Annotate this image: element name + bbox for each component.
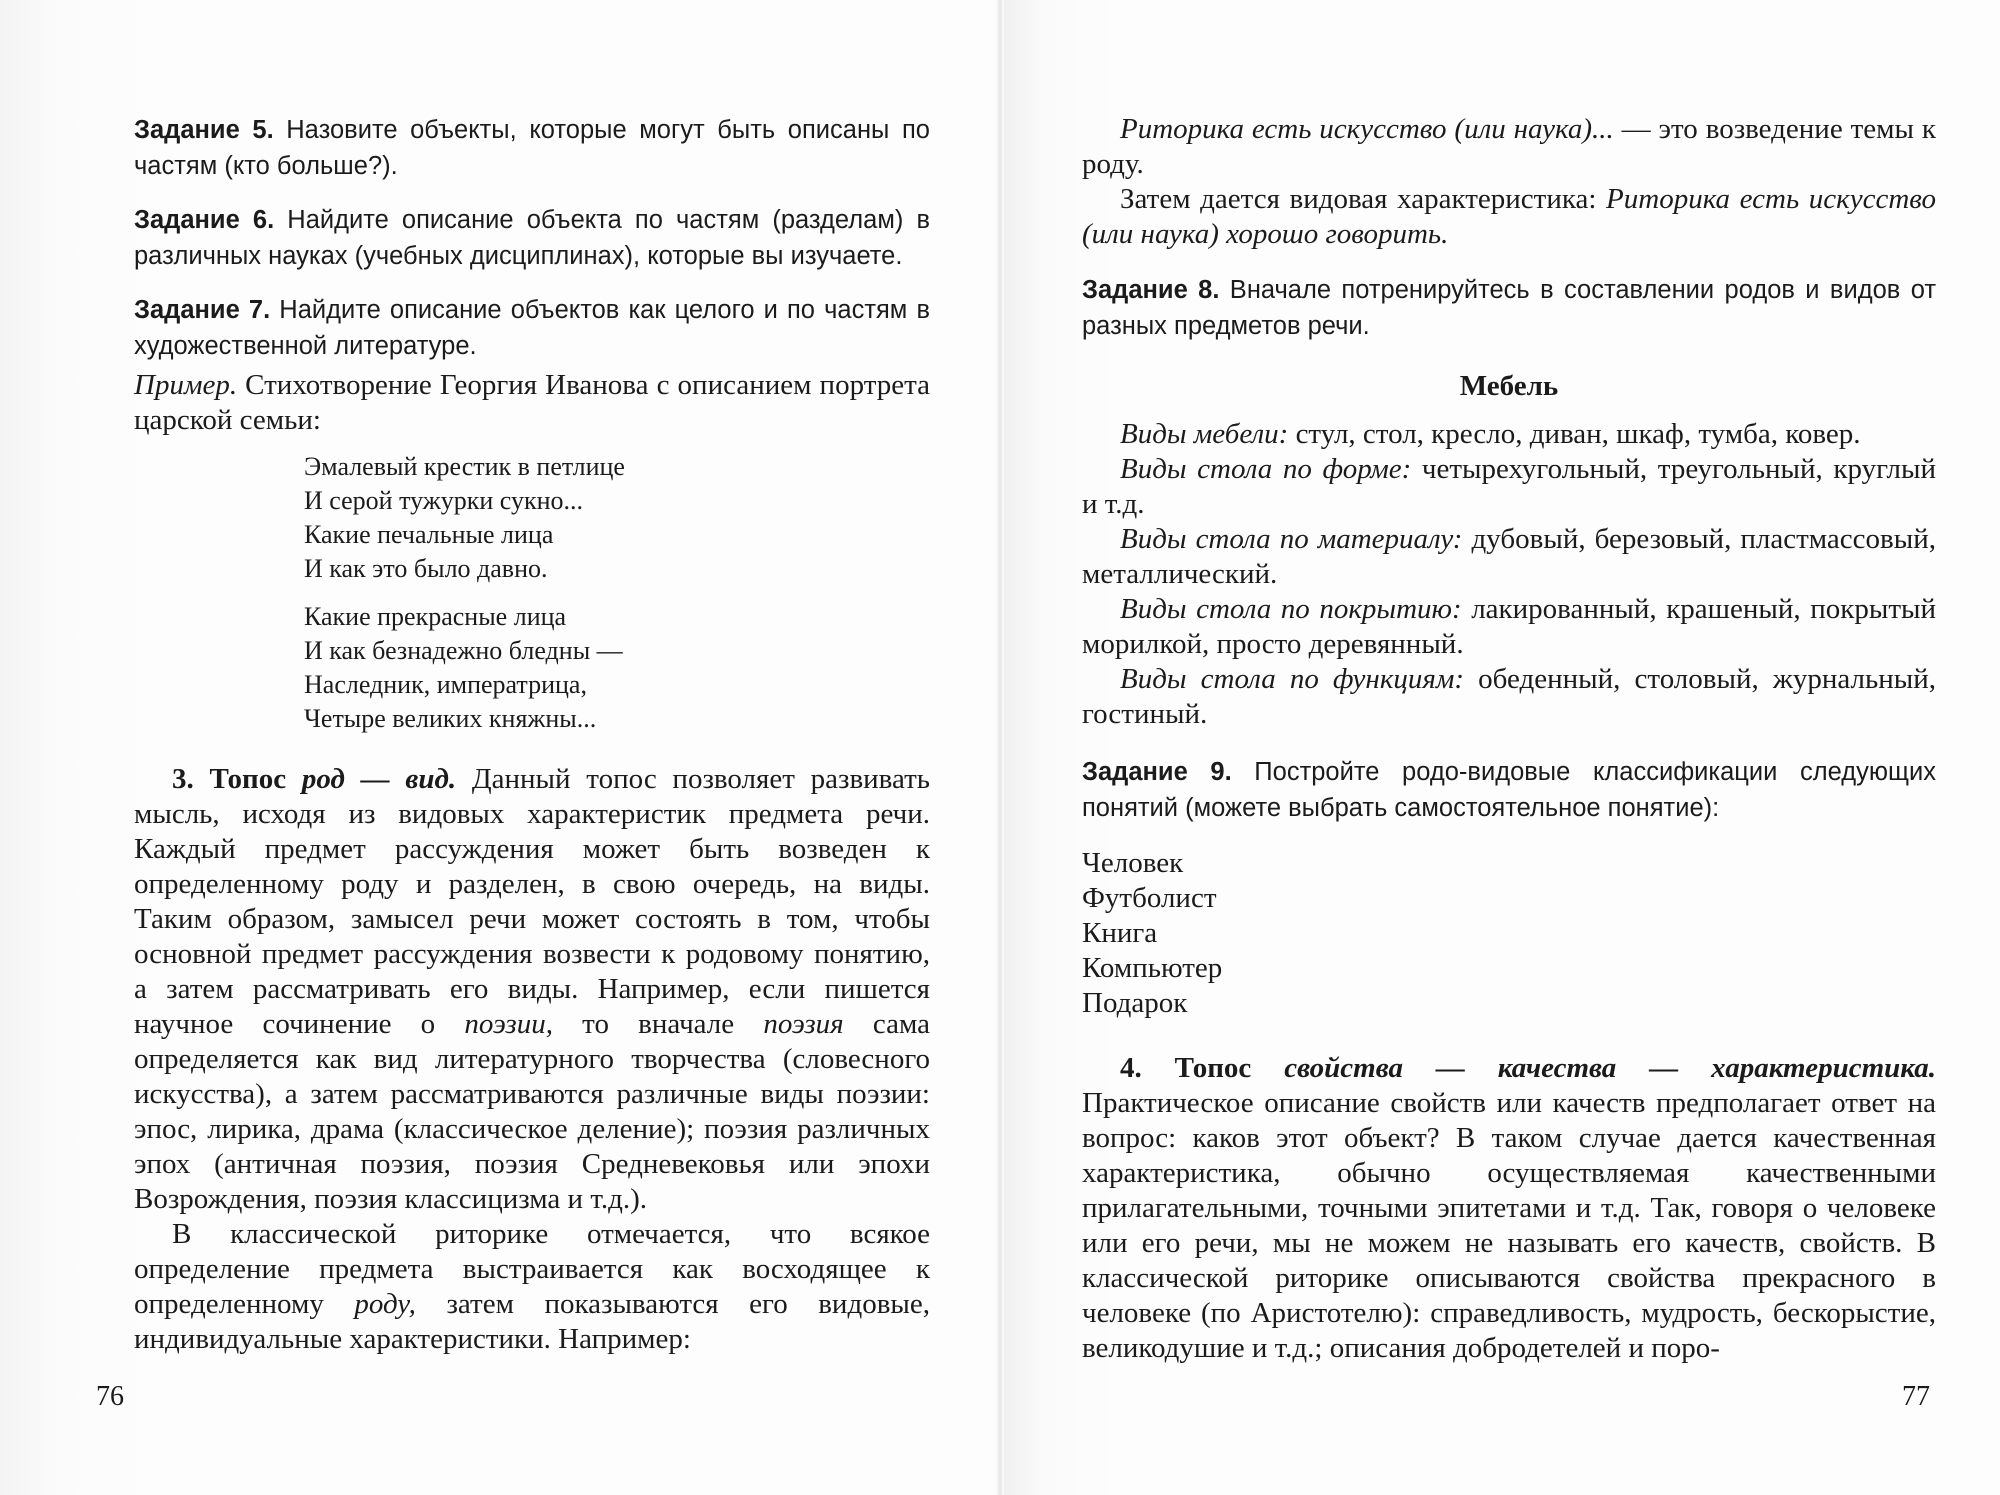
classical-text-2: затем показываются его видовые, индивидуальные характеристики. Например: bbox=[134, 1288, 930, 1355]
task-8-label: Задание 8. bbox=[1082, 276, 1220, 304]
species-text: обеденный, столовый, журнальный, гостиный. bbox=[1082, 663, 1936, 730]
poem-line: Эмалевый крестик в петлице bbox=[304, 452, 625, 481]
species-text: четырехугольный, треугольный, круглый и т.д. bbox=[1082, 453, 1936, 520]
classical-paragraph bbox=[134, 1217, 930, 1357]
book-gutter bbox=[996, 0, 1004, 1495]
classical-text-1: В классической риторике отмечается, что всякое определение предмета выстраивается как восходящее к определенному bbox=[134, 1218, 930, 1320]
rhetoric-italic-1: Риторика есть искусство (или наука)... bbox=[1120, 113, 1614, 145]
task-9-text: Постройте родо-видовые классификации следующих понятий (можете выбрать самостоятельное понятие): bbox=[1082, 758, 1937, 822]
list-item: Книга bbox=[1082, 917, 1158, 949]
task-7-label: Задание 7. bbox=[134, 296, 271, 324]
poem-stanza-2 bbox=[304, 600, 930, 736]
poem bbox=[304, 450, 930, 736]
concept-list bbox=[1082, 846, 1936, 1021]
task-7-text: Найдите описание объектов как целого и по частям в художественной литературе. bbox=[134, 296, 930, 360]
rhetoric-paragraph-1 bbox=[1082, 112, 1936, 182]
topos-3-paragraph bbox=[134, 762, 930, 1217]
rhetoric-paragraph-2 bbox=[1082, 182, 1936, 252]
species-item bbox=[1082, 417, 1936, 452]
example-text: Стихотворение Георгия Иванова с описанием портрета царской семьи: bbox=[134, 369, 930, 436]
example-label: Пример. bbox=[134, 369, 238, 401]
topos-3-term: род — вид. bbox=[301, 763, 457, 795]
species-label: Виды стола по покрытию: bbox=[1120, 593, 1462, 625]
poem-stanza-1 bbox=[304, 450, 930, 586]
topos-4-paragraph bbox=[1082, 1051, 1936, 1366]
list-item: Человек bbox=[1082, 847, 1184, 879]
poem-line: Какие печальные лица bbox=[304, 520, 554, 549]
poem-line: И как безнадежно бледны — bbox=[304, 636, 623, 665]
topos-3-italic-1: поэзии, bbox=[464, 1008, 553, 1040]
species-item bbox=[1082, 662, 1936, 732]
task-5-label: Задание 5. bbox=[134, 116, 274, 144]
task-5 bbox=[134, 112, 930, 184]
poem-line: И как это было давно. bbox=[304, 554, 548, 583]
task-6-text: Найдите описание объекта по частям (разделам) в различных науках (учебных дисциплинах), которые вы изучаете. bbox=[134, 206, 931, 270]
topos-4-number: 4. Топос bbox=[1120, 1052, 1285, 1084]
topos-3-number: 3. Топос bbox=[172, 763, 302, 795]
species-label: Виды стола по форме: bbox=[1120, 453, 1412, 485]
rhetoric-text-1: — это возведение темы к роду. bbox=[1082, 113, 1936, 180]
species-text: дубовый, березовый, пластмассовый, металлический. bbox=[1082, 523, 1936, 590]
task-6-label: Задание 6. bbox=[134, 206, 275, 234]
species-label: Виды мебели: bbox=[1120, 418, 1289, 450]
poem-line: Какие прекрасные лица bbox=[304, 602, 567, 631]
task-9-label: Задание 9. bbox=[1082, 758, 1232, 786]
topos-3-text-3: сама определяется как вид литературного творчества (словесного искусства), а затем рассматриваются различные виды поэзии: эпос, лирика, драма (классическое деление); поэзия различных эпох (античная поэзия, поэзия Средневековья или эпохи Возрождения, поэзия классицизма и т.д.). bbox=[134, 1008, 930, 1215]
species-item bbox=[1082, 522, 1936, 592]
classical-italic: роду, bbox=[354, 1288, 416, 1320]
poem-line: И серой тужурки сукно... bbox=[304, 486, 584, 515]
topos-4-term: свойства — качества — характеристика. bbox=[1284, 1052, 1936, 1084]
example-paragraph bbox=[134, 368, 930, 438]
list-item: Футболист bbox=[1082, 882, 1217, 914]
poem-line: Четыре великих княжны... bbox=[304, 704, 597, 733]
species-label: Виды стола по функциям: bbox=[1120, 663, 1465, 695]
species-text: лакированный, крашеный, покрытый морилкой, просто деревянный. bbox=[1082, 593, 1937, 660]
list-item: Компьютер bbox=[1082, 952, 1223, 984]
furniture-title: Мебель bbox=[1459, 370, 1559, 402]
rhetoric-text-2: Затем дается видовая характеристика: bbox=[1120, 183, 1607, 215]
topos-3-text-1: Данный топос позволяет развивать мысль, исходя из видовых характеристик предмета речи. Каждый предмет рассуждения может быть возведен к определенному роду и разделен, в свою очередь, на виды. Таким образом, замысел речи может состоять в том, чтобы основной предмет рассуждения возвести к родовому понятию, а затем рассматривать его виды. Например, если пишется научное сочинение о bbox=[134, 763, 930, 1040]
topos-3-text-2: то вначале bbox=[552, 1008, 764, 1040]
poem-line: Наследник, императрица, bbox=[304, 670, 587, 699]
task-6 bbox=[134, 202, 930, 274]
task-8 bbox=[1082, 272, 1936, 344]
species-label: Виды стола по материалу: bbox=[1120, 523, 1463, 555]
topos-4-text: Практическое описание свойств или качеств предполагает ответ на вопрос: каков этот объект? В таком случае дается качественная характеристика, обычно осуществляемая качественными прилагательными, точными эпитетами и т.д. Так, говоря о человеке или его речи, мы не можем не называть его качеств, свойств. В классической риторике описываются свойства прекрасного в человеке (по Аристотелю): справедливость, мудрость, бескорыстие, великодушие и т.д.; описания добродетелей и поро- bbox=[1082, 1087, 1936, 1364]
right-page bbox=[1000, 0, 2000, 1495]
species-item bbox=[1082, 452, 1936, 522]
task-8-text: Вначале потренируйтесь в составлении родов и видов от разных предметов речи. bbox=[1082, 276, 1936, 340]
species-item bbox=[1082, 592, 1936, 662]
task-5-text: Назовите объекты, которые могут быть описаны по частям (кто больше?). bbox=[134, 116, 930, 180]
list-item: Подарок bbox=[1082, 987, 1188, 1019]
task-9 bbox=[1082, 754, 1936, 826]
topos-3-italic-2: поэзия bbox=[763, 1008, 844, 1040]
page-number-right: 77 bbox=[1902, 1381, 1930, 1412]
task-7 bbox=[134, 292, 930, 364]
page-number-left: 76 bbox=[96, 1381, 124, 1412]
rhetoric-italic-2: Риторика есть искусство (или наука) хорошо говорить. bbox=[1082, 183, 1936, 250]
species-text: стул, стол, кресло, диван, шкаф, тумба, ковер. bbox=[1288, 418, 1861, 450]
